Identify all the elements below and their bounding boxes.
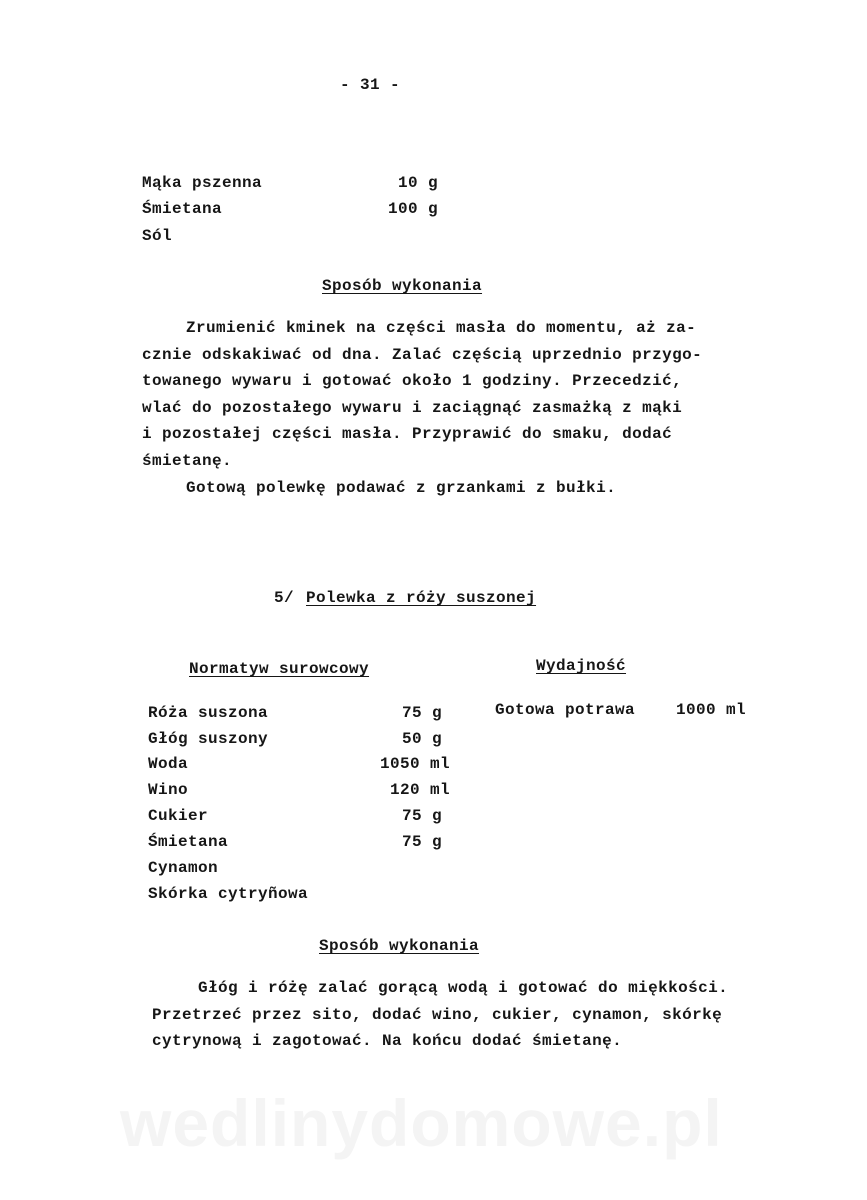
paragraph-line: śmietanę. — [142, 451, 233, 470]
ingredient-name: Sól — [142, 227, 173, 245]
paragraph-line: Gotową polewkę podawać z grzankami z bułki. — [186, 478, 617, 497]
ingredient-amount: 10 g — [397, 174, 438, 192]
ingredient-amount: 120 ml — [390, 781, 451, 799]
paragraph-line: Przetrzeć przez sito, dodać wino, cukier, cynamon, skórkę — [152, 1005, 723, 1024]
paragraph-line: Głóg i różę zalać gorącą wodą i gotować do miękkości. — [198, 979, 729, 997]
paragraph-line: cznie odskakiwać od dna. Zalać częścią uprzednio przygo- — [142, 345, 703, 364]
ingredient-amount: 75 g — [402, 807, 443, 825]
ingredient-name: Głóg suszony — [148, 730, 269, 748]
ingredient-name: Śmietana — [148, 833, 229, 851]
ingredient-name: Cynamon — [148, 859, 219, 877]
recipe-title: Polewka z róży suszonej — [306, 589, 537, 607]
paragraph-line: i pozostałej części masła. Przyprawić do smaku, dodać — [142, 425, 673, 444]
ingredient-name: Woda — [148, 755, 189, 773]
yield-item: Gotowa potrawa — [495, 701, 636, 719]
ingredient-amount: 1050 ml — [380, 755, 451, 773]
ingredient-amount: 50 g — [402, 730, 443, 748]
paragraph-line: Zrumienić kminek na części masła do momentu, aż za- — [186, 319, 697, 337]
ingredient-name: Róża suszona — [148, 704, 269, 722]
ingredient-amount: 100 g — [387, 200, 438, 218]
yield-amount: 1000 ml — [676, 701, 747, 719]
ingredient-name: Mąka pszenna — [142, 174, 263, 192]
ingredient-name: Skórka cytryñowa — [148, 885, 309, 903]
ingredient-name: Śmietana — [142, 200, 223, 218]
paragraph-line: towanego wywaru i gotować około 1 godziny. Przecedzić, — [142, 372, 683, 391]
recipe-number: 5/ — [274, 589, 295, 607]
paragraph-line: cytrynową i zagotować. Na końcu dodać śmietanę. — [152, 1032, 623, 1051]
method-heading: Sposób wykonania — [319, 937, 480, 955]
ingredient-amount: 75 g — [402, 704, 443, 722]
ingredient-name: Cukier — [148, 807, 209, 825]
method-paragraph — [152, 975, 728, 1055]
page-number: - 31 - — [340, 76, 401, 94]
paragraph-line: wlać do pozostałego wywaru i zaciągnąć zasmażką z mąki — [142, 398, 683, 417]
yield-header: Wydajność — [536, 657, 627, 675]
raw-materials-header: Normatyw surowcowy — [189, 660, 370, 678]
ingredient-amount: 75 g — [402, 833, 443, 851]
ingredient-name: Wino — [148, 781, 189, 799]
watermark: wedlinydomowe.pl — [120, 1086, 723, 1160]
method-paragraph — [142, 315, 702, 501]
method-heading: Sposób wykonania — [322, 277, 483, 295]
